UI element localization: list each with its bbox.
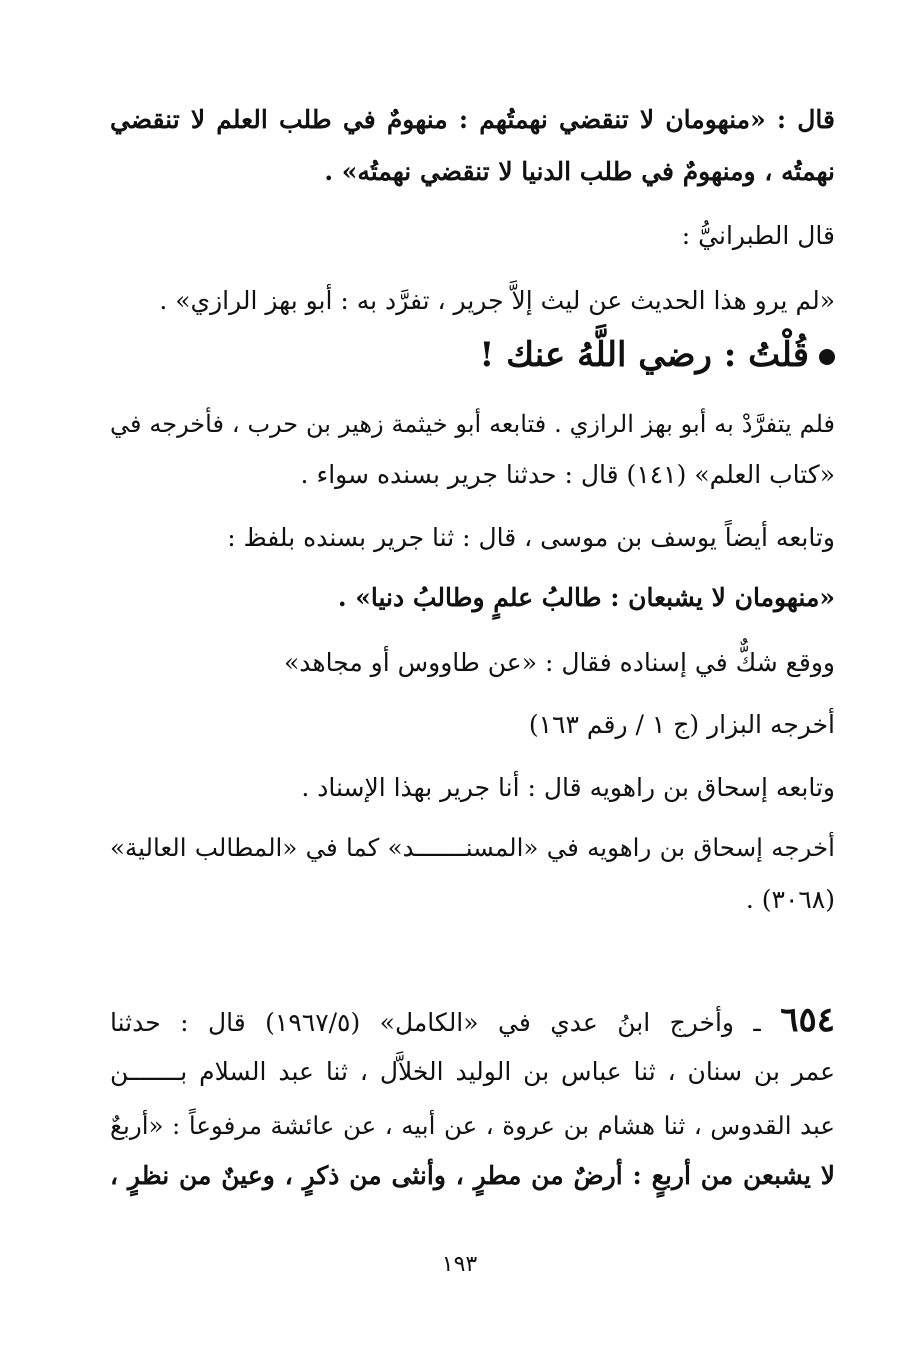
text-line-18: لا يشبعن من أربعٍ : أرضٌ من مطرٍ ، وأنثى من ذكرٍ ، وعينٌ من نظرٍ ، <box>110 1161 835 1190</box>
text-line-10: ووقع شكٌّ في إسناده فقال : «عن طاووس أو مجاهد» <box>283 648 835 677</box>
text-line-3: قال الطبرانيُّ : <box>681 221 835 250</box>
text-line-2: نهمتُه ، ومنهومٌ في طلب الدنيا لا تنقضي نهمتُه» . <box>324 157 835 186</box>
text-line-1: قال : «منهومان لا تنقضي نهمتُهم : منهومٌ في طلب العلم لا تنقضي <box>110 105 835 134</box>
text-line-16: عمر بن سنان ، ثنا عباس بن الوليد الخلاَّل ، ثنا عبد السلام بـــــــن <box>110 1057 835 1086</box>
section-heading <box>110 330 835 380</box>
text-line-11: أخرجه البزار (ج ١ / رقم ١٦٣) <box>528 710 835 739</box>
text-line-14: (٣٠٦٨) . <box>745 885 835 914</box>
text-line-13: أخرجه إسحاق بن راهويه في «المسنـــــــد» كما في «المطالب العالية» <box>110 833 835 862</box>
hadith-entry-line-1 <box>110 1000 835 1043</box>
text-line-7: «كتاب العلم» (١٤١) قال : حدثنا جرير بسنده سواء . <box>300 460 835 489</box>
text-line-4: «لم يرو هذا الحديث عن ليث إلاَّ جرير ، تفرَّد به : أبو بهز الرازي» . <box>159 286 835 315</box>
text-line-8: وتابعه أيضاً يوسف بن موسى ، قال : ثنا جرير بسنده بلفظ : <box>227 523 835 552</box>
text-line-12: وتابعه إسحاق بن راهويه قال : أنا جرير بهذا الإسناد . <box>301 773 835 802</box>
heading-text: قُلْتُ : رضي اللَّهُ عنك ! <box>479 335 809 375</box>
hadith-number: ٦٥٤ <box>780 1000 835 1040</box>
text-line-9: «منهومان لا يشبعان : طالبُ علمٍ وطالبُ دنيا» . <box>337 583 835 612</box>
book-page <box>110 0 835 1364</box>
page-number: ١٩٣ <box>441 1252 478 1277</box>
text-line-6: فلم يتفرَّدْ به أبو بهز الرازي . فتابعه أبو خيثمة زهير بن حرب ، فأخرجه في <box>110 410 835 438</box>
hadith-entry-text: ـ وأخرج ابنُ عدي في «الكامل» (١٩٦٧/٥) قال : حدثنا <box>110 1008 761 1037</box>
bullet-icon <box>819 349 835 365</box>
text-line-17: عبد القدوس ، ثنا هشام بن عروة ، عن أبيه ، عن عائشة مرفوعاً : «أربعٌ <box>110 1111 835 1140</box>
